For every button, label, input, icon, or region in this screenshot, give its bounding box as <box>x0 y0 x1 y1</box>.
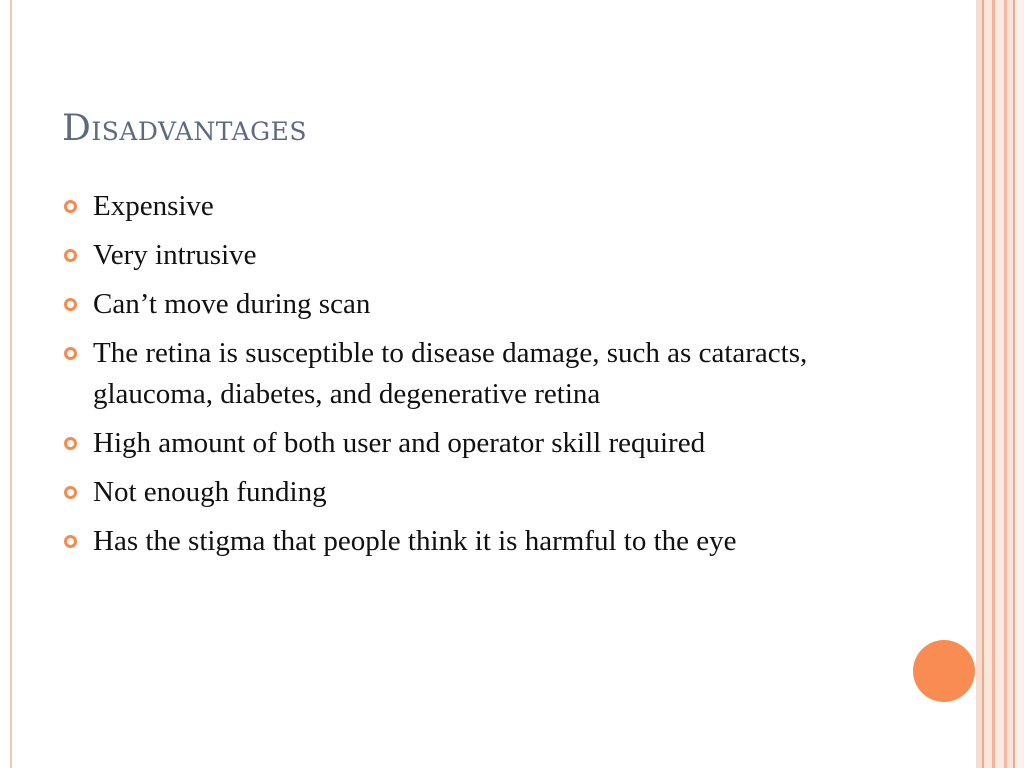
bullet-item <box>64 284 884 325</box>
bullet-item <box>64 472 884 513</box>
bullet-text: High amount of both user and operator skill required <box>93 427 706 459</box>
right-border-stripe <box>1015 0 1024 768</box>
bullet-text: Expensive <box>93 190 214 222</box>
bullet-circle-icon <box>64 249 77 262</box>
bullet-item <box>64 186 884 227</box>
bullet-circle-icon <box>64 486 77 499</box>
bullet-item <box>64 521 884 562</box>
bullet-text: Has the stigma that people think it is harmful to the eye <box>93 525 737 557</box>
bullet-circle-icon <box>64 298 77 311</box>
bullet-text: Can’t move during scan <box>93 288 371 320</box>
bullet-circle-icon <box>64 535 77 548</box>
bullet-item <box>64 333 884 415</box>
orange-circle-decoration <box>913 640 975 702</box>
bullet-list <box>64 186 884 570</box>
right-border-stripe <box>984 0 992 768</box>
slide-title: Disadvantages <box>62 108 308 149</box>
bullet-text: Not enough funding <box>93 476 327 508</box>
bullet-circle-icon <box>64 200 77 213</box>
bullet-text: The retina is susceptible to disease damage, such as cataracts, glaucoma, diabetes, and degenerative retina <box>93 337 808 410</box>
bullet-text: Very intrusive <box>93 239 257 271</box>
left-border-line <box>10 0 12 768</box>
bullet-circle-icon <box>64 347 77 360</box>
bullet-item <box>64 235 884 276</box>
bullet-item <box>64 423 884 464</box>
right-border-stripe <box>995 0 1004 768</box>
bullet-circle-icon <box>64 437 77 450</box>
